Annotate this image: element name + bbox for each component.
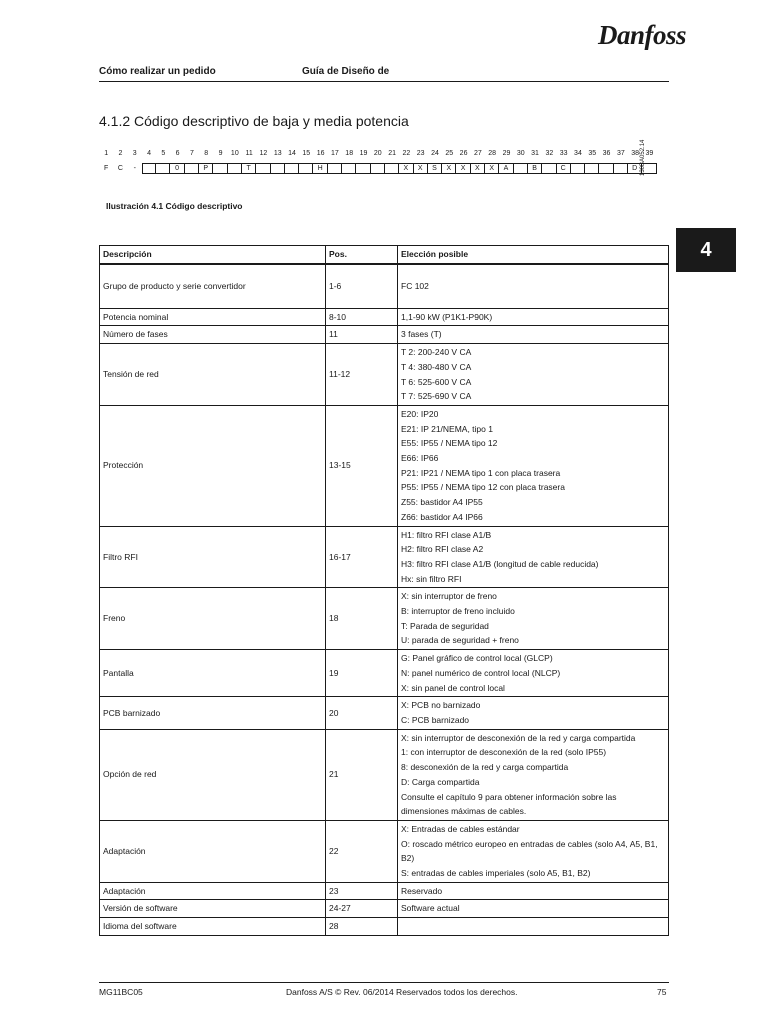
row-description: Tensión de red	[100, 344, 326, 406]
row-choices	[398, 697, 669, 729]
type-code-cell	[514, 163, 528, 174]
row-position: 22	[326, 820, 398, 882]
row-description: Grupo de producto y serie convertidor	[100, 264, 326, 309]
type-code-position-number: 26	[459, 150, 468, 157]
choice-item: E21: IP 21/NEMA, tipo 1	[401, 423, 493, 434]
type-code-position-number: 19	[359, 150, 368, 157]
column-header-description: Descripción	[100, 246, 326, 264]
danfoss-logo: Danfoss	[598, 20, 687, 50]
type-code-position-number: 36	[602, 150, 611, 157]
type-code-cell	[156, 163, 170, 174]
type-code-cell: X	[485, 163, 499, 174]
choice-item: Reservado	[401, 885, 443, 896]
document-code: MG11BC05	[99, 987, 143, 997]
type-code-cell	[614, 163, 628, 174]
type-code-position-number: 32	[545, 150, 554, 157]
choice-item: 1: con interruptor de desconexión de la red (solo IP55)	[401, 747, 607, 758]
type-code-cell: X	[399, 163, 413, 174]
table-row	[100, 882, 669, 900]
type-code-cell: P	[199, 163, 213, 174]
type-code-position-number: 24	[431, 150, 439, 157]
type-code-position-number: 18	[345, 150, 354, 157]
row-position: 20	[326, 697, 398, 729]
choice-item: X: PCB no barnizado	[401, 700, 481, 711]
choice-item: E55: IP55 / NEMA tipo 12	[401, 438, 498, 449]
row-choices	[398, 588, 669, 650]
choice-item: Software actual	[401, 903, 460, 914]
choice-item: P55: IP55 / NEMA tipo 12 con placa trasera	[401, 482, 565, 493]
type-code-position-number: 15	[302, 150, 311, 157]
type-code-position-number: 13	[273, 150, 282, 157]
choice-item: B: interruptor de freno incluido	[401, 606, 515, 617]
type-code-position-number: 2	[118, 150, 123, 157]
type-code-cell	[271, 163, 285, 174]
row-position: 28	[326, 918, 398, 936]
type-code-cell	[385, 163, 399, 174]
header-divider	[99, 81, 669, 82]
type-code-position-number: 9	[218, 150, 223, 157]
section-title: 4.1.2 Código descriptivo de baja y media potencia	[99, 113, 409, 129]
type-code-cell	[356, 163, 370, 174]
column-header-position: Pos.	[326, 246, 398, 264]
choice-item: Z66: bastidor A4 IP66	[401, 511, 483, 522]
row-position: 21	[326, 729, 398, 820]
running-header-chapter: Cómo realizar un pedido	[99, 66, 216, 77]
row-position: 23	[326, 882, 398, 900]
choice-item: H2: filtro RFI clase A2	[401, 544, 484, 555]
type-code-position-number: 31	[531, 150, 539, 157]
row-description: Adaptación	[100, 882, 326, 900]
choice-item: G: Panel gráfico de control local (GLCP)	[401, 653, 553, 664]
row-description: Freno	[100, 588, 326, 650]
choice-item: T 7: 525-690 V CA	[401, 391, 472, 402]
type-code-cell	[328, 163, 342, 174]
type-code-position-number: 8	[204, 150, 209, 157]
row-choices	[398, 650, 669, 697]
type-code-cell	[585, 163, 599, 174]
type-code-cells	[99, 163, 657, 174]
row-choices	[398, 900, 669, 918]
type-code-position-number: 29	[502, 150, 511, 157]
row-position: 19	[326, 650, 398, 697]
row-description: Potencia nominal	[100, 308, 326, 326]
type-code-position-number: 3	[132, 150, 137, 157]
type-code-cell: 0	[170, 163, 184, 174]
table-row	[100, 697, 669, 729]
choice-item: X: Entradas de cables estándar	[401, 823, 520, 834]
row-description: Pantalla	[100, 650, 326, 697]
choice-item: O: roscado métrico europeo en entradas de cables (solo A4, A5, B1, B2)	[401, 838, 658, 864]
column-header-choices: Elección posible	[398, 246, 669, 264]
chapter-tab: 4	[676, 228, 736, 272]
choice-item: 1,1-90 kW (P1K1-P90K)	[401, 311, 493, 322]
choice-item: T 4: 380-480 V CA	[401, 361, 472, 372]
row-position: 13-15	[326, 405, 398, 526]
type-code-position-number: 12	[259, 150, 268, 157]
choice-item: 3 fases (T)	[401, 329, 442, 340]
type-code-cell	[256, 163, 270, 174]
type-code-position-number: 14	[288, 150, 296, 157]
choice-item: X: sin interruptor de desconexión de la red y carga compartida	[401, 732, 636, 743]
choice-item: X: sin interruptor de freno	[401, 591, 497, 602]
choice-item: C: PCB barnizado	[401, 714, 470, 725]
type-code-cell	[185, 163, 199, 174]
type-code-position-number: 38	[631, 150, 640, 157]
table-row	[100, 264, 669, 309]
page-number: 75	[657, 987, 667, 997]
type-code-cell: X	[442, 163, 456, 174]
type-code-cell	[228, 163, 242, 174]
row-position: 11-12	[326, 344, 398, 406]
type-code-positions	[99, 150, 657, 157]
choice-item: H3: filtro RFI clase A1/B (longitud de cable reducida)	[401, 558, 599, 569]
type-code-position-number: 4	[147, 150, 151, 157]
table-row	[100, 588, 669, 650]
row-choices	[398, 918, 669, 936]
type-code-cell: C	[557, 163, 571, 174]
type-code-position-number: 21	[388, 150, 396, 157]
type-code-cell: T	[242, 163, 256, 174]
type-code-cell	[542, 163, 556, 174]
table-row	[100, 308, 669, 326]
choice-item: Hx: sin filtro RFI	[401, 573, 462, 584]
choice-item: T: Parada de seguridad	[401, 620, 489, 631]
choice-item: H1: filtro RFI clase A1/B	[401, 529, 492, 540]
choice-item: S: entradas de cables imperiales (solo A5, B1, B2)	[401, 868, 591, 879]
choice-item: E20: IP20	[401, 408, 439, 419]
choice-item: T 6: 525-600 V CA	[401, 376, 472, 387]
type-code-cell	[571, 163, 585, 174]
row-description: Adaptación	[100, 820, 326, 882]
table-row	[100, 526, 669, 588]
row-description: PCB barnizado	[100, 697, 326, 729]
type-code-cell: X	[471, 163, 485, 174]
choice-item: 8: desconexión de la red y carga compartida	[401, 762, 569, 773]
type-code-cell	[371, 163, 385, 174]
row-position: 11	[326, 326, 398, 344]
row-choices	[398, 820, 669, 882]
row-choices	[398, 729, 669, 820]
type-code-position-number: 33	[559, 150, 568, 157]
choice-item: Consulte el capítulo 9 para obtener información sobre las dimensiones máximas de cables.	[401, 791, 617, 817]
type-code-cell	[285, 163, 299, 174]
type-code-position-number: 16	[316, 150, 325, 157]
table-row	[100, 729, 669, 820]
type-code-cell: D	[628, 163, 642, 174]
type-code-cell	[142, 163, 156, 174]
type-code-position-number: 20	[373, 150, 382, 157]
type-code-position-number: 23	[416, 150, 425, 157]
type-code-position-number: 7	[189, 150, 194, 157]
row-choices	[398, 308, 669, 326]
type-code-position-number: 10	[230, 150, 239, 157]
type-code-position-number: 28	[488, 150, 497, 157]
type-code-position-number: 22	[402, 150, 411, 157]
table-row	[100, 650, 669, 697]
type-code-table	[99, 245, 669, 936]
row-position: 18	[326, 588, 398, 650]
type-code-position-number: 39	[645, 150, 654, 157]
row-choices	[398, 405, 669, 526]
row-position: 16-17	[326, 526, 398, 588]
row-description: Idioma del software	[100, 918, 326, 936]
type-code-cell: C	[117, 165, 123, 172]
row-choices	[398, 344, 669, 406]
type-code-cell: H	[313, 163, 327, 174]
type-code-cell: B	[528, 163, 542, 174]
table-row	[100, 820, 669, 882]
table-row	[100, 405, 669, 526]
type-code-position-number: 11	[245, 150, 253, 157]
type-code-position-number: 25	[445, 150, 454, 157]
type-code-cell	[299, 163, 313, 174]
type-code-cell: X	[456, 163, 470, 174]
type-code-position-number: 1	[104, 150, 109, 157]
type-code-position-number: 30	[516, 150, 525, 157]
choice-item: FC 102	[401, 280, 429, 291]
row-description: Número de fases	[100, 326, 326, 344]
type-code-position-number: 6	[175, 150, 180, 157]
choice-item: P21: IP21 / NEMA tipo 1 con placa trasera	[401, 467, 561, 478]
row-position: 8-10	[326, 308, 398, 326]
table-row	[100, 900, 669, 918]
type-code-cell	[342, 163, 356, 174]
type-code-cell	[213, 163, 227, 174]
table-row	[100, 918, 669, 936]
row-choices	[398, 326, 669, 344]
choice-item: U: parada de seguridad + freno	[401, 635, 519, 646]
row-choices	[398, 264, 669, 309]
table-row	[100, 326, 669, 344]
type-code-position-number: 17	[331, 150, 339, 157]
copyright-notice: Danfoss A/S © Rev. 06/2014 Reservados todos los derechos.	[286, 987, 518, 997]
type-code-cell: -	[133, 165, 136, 172]
row-position: 24-27	[326, 900, 398, 918]
figure-id: 130BA052.14	[640, 139, 646, 176]
figure-caption: Ilustración 4.1 Código descriptivo	[106, 201, 243, 211]
type-code-cell	[599, 163, 613, 174]
type-code-position-number: 37	[616, 150, 625, 157]
row-description: Opción de red	[100, 729, 326, 820]
row-position: 1-6	[326, 264, 398, 309]
choice-item: T 2: 200-240 V CA	[401, 347, 472, 358]
row-description: Protección	[100, 405, 326, 526]
type-code-cell: S	[428, 163, 442, 174]
choice-item: E66: IP66	[401, 453, 439, 464]
type-code-cell: A	[499, 163, 513, 174]
type-code-position-number: 27	[473, 150, 482, 157]
choice-item: X: sin panel de control local	[401, 682, 505, 693]
type-code-position-number: 34	[574, 150, 582, 157]
table-row	[100, 344, 669, 406]
footer-divider	[99, 982, 669, 983]
choice-item: N: panel numérico de control local (NLCP)	[401, 667, 561, 678]
choice-item: D: Carga compartida	[401, 776, 480, 787]
type-code-position-number: 35	[588, 150, 597, 157]
type-code-position-number: 5	[161, 150, 166, 157]
row-choices	[398, 526, 669, 588]
running-header-guide: Guía de Diseño de	[302, 66, 390, 77]
row-description: Filtro RFI	[100, 526, 326, 588]
choice-item: Z55: bastidor A4 IP55	[401, 497, 483, 508]
type-code-cell: X	[414, 163, 428, 174]
type-code-cell: F	[104, 165, 109, 172]
table-header-row	[100, 246, 669, 264]
row-description: Versión de software	[100, 900, 326, 918]
row-choices	[398, 882, 669, 900]
